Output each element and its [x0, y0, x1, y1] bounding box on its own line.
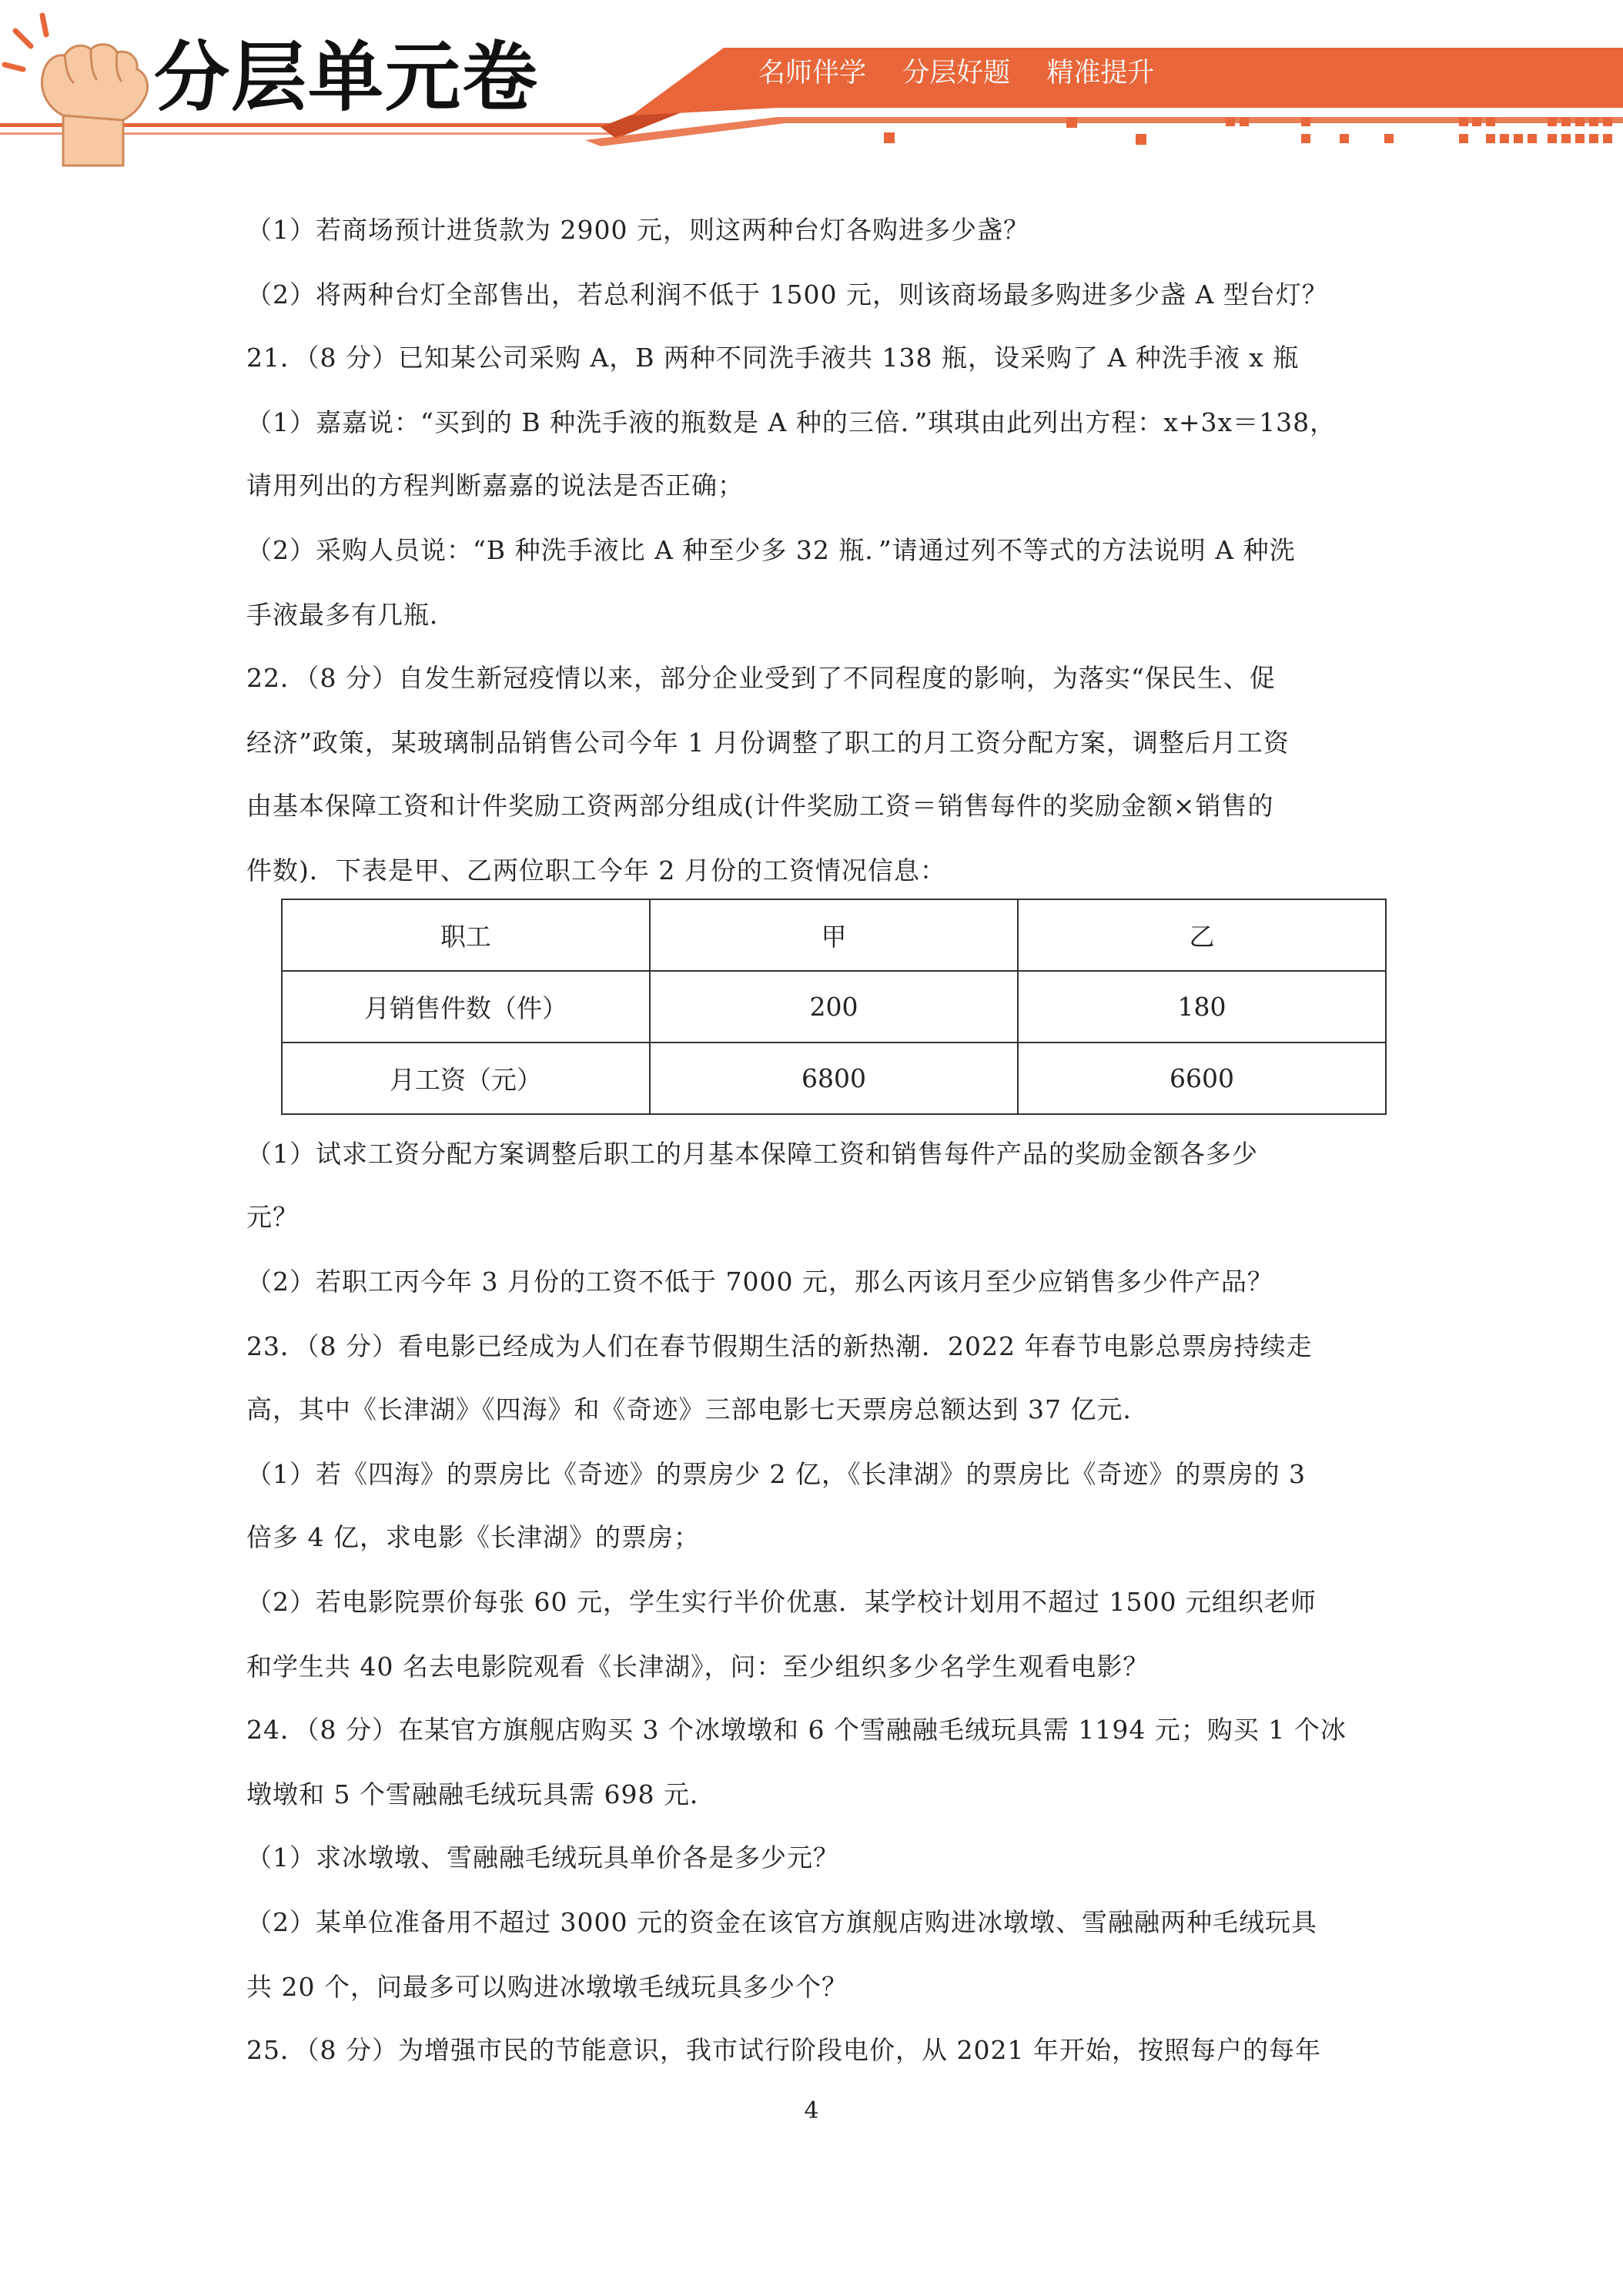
- fist-icon: [5, 15, 148, 166]
- text-line: 和学生共 40 名去电影院观看《长津湖》，问：至少组织多少名学生观看电影？: [246, 1652, 1149, 1682]
- slogan-item: 名师伴学: [758, 58, 867, 89]
- text-line: （2）采购人员说：“B 种洗手液比 A 种至少多 32 瓶．”请通过列不等式的方法说明 A 种洗: [246, 535, 1296, 565]
- text-line: （1）试求工资分配方案调整后职工的月基本保障工资和销售每件产品的奖励金额各多少: [246, 1139, 1258, 1169]
- question-24: 24．（8 分）在某官方旗舰店购买 3 个冰墩墩和 6 个雪融融毛绒玩具需 1194 元；购买 1 个冰: [246, 1715, 1347, 1745]
- text-line: （1）求冰墩墩、雪融融毛绒玩具单价各是多少元？: [246, 1842, 839, 1873]
- page-header: [0, 0, 1623, 177]
- text-line: （2）将两种台灯全部售出，若总利润不低于 1500 元，则该商场最多购进多少盏 A 型台灯？: [246, 279, 1328, 310]
- table-header-cell: 乙: [1018, 899, 1386, 971]
- brand-title: 分层单元卷: [154, 34, 540, 122]
- question-23: 23．（8 分）看电影已经成为人们在春节假期生活的新热潮．2022 年春节电影总票房持续走: [246, 1331, 1313, 1361]
- text-line: 请用列出的方程判断嘉嘉的说法是否正确；: [246, 470, 744, 500]
- question-25: 25．（8 分）为增强市民的节能意识，我市试行阶段电价，从 2021 年开始，按照每户的每年: [246, 2035, 1321, 2065]
- text-line: （1）若《四海》的票房比《奇迹》的票房少 2 亿，《长津湖》的票房比《奇迹》的票房的 3: [246, 1459, 1306, 1489]
- text-line: 手液最多有几瓶．: [246, 600, 456, 630]
- text-line: （1）若商场预计进货款为 2900 元，则这两种台灯各购进多少盏？: [246, 215, 1029, 245]
- header-slogan: [758, 60, 1182, 87]
- slogan-item: 分层好题: [902, 58, 1011, 89]
- text-line: 由基本保障工资和计件奖励工资两部分组成(计件奖励工资＝销售每件的奖励金额×销售的: [246, 791, 1274, 821]
- text-line: （1）嘉嘉说：“买到的 B 种洗手液的瓶数是 A 种的三倍．”琪琪由此列出方程：x+3x＝138，: [246, 407, 1337, 437]
- question-21: 21．（8 分）已知某公司采购 A，B 两种不同洗手液共 138 瓶，设采购了 A 种洗手液 x 瓶: [246, 343, 1300, 373]
- table-cell: 6600: [1018, 1043, 1386, 1114]
- table-header-cell: 职工: [282, 899, 650, 971]
- text-line: （2）某单位准备用不超过 3000 元的资金在该官方旗舰店购进冰墩墩、雪融融两种毛绒玩具: [246, 1907, 1317, 1937]
- salary-table: [281, 899, 1387, 1115]
- table-cell: 6800: [650, 1043, 1018, 1114]
- text-line: 元？: [246, 1202, 299, 1232]
- table-cell: 180: [1018, 971, 1386, 1043]
- table-cell: 月销售件数（件）: [282, 971, 650, 1043]
- table-cell: 200: [650, 971, 1018, 1043]
- slogan-item: 精准提升: [1046, 58, 1155, 89]
- text-line: （2）若职工丙今年 3 月份的工资不低于 7000 元，那么丙该月至少应销售多少件产品？: [246, 1267, 1273, 1297]
- table-row: [282, 1043, 1386, 1114]
- page-number: 4: [804, 2097, 819, 2124]
- text-line: 经济”政策，某玻璃制品销售公司今年 1 月份调整了职工的月工资分配方案，调整后月工资: [246, 728, 1290, 758]
- question-22: 22．（8 分）自发生新冠疫情以来，部分企业受到了不同程度的影响，为落实“保民生、促: [246, 663, 1276, 693]
- table-header-cell: 甲: [650, 899, 1018, 971]
- table-header-row: [282, 899, 1386, 971]
- table-cell: 月工资（元）: [282, 1043, 650, 1114]
- text-line: 高，其中《长津湖》《四海》和《奇迹》三部电影七天票房总额达到 37 亿元．: [246, 1394, 1149, 1424]
- text-line: 墩墩和 5 个雪融融毛绒玩具需 698 元．: [246, 1779, 716, 1809]
- table-row: [282, 971, 1386, 1043]
- text-line: 件数)．下表是甲、乙两位职工今年 2 月份的工资情况信息：: [246, 855, 946, 885]
- text-line: 共 20 个，问最多可以购进冰墩墩毛绒玩具多少个？: [246, 1972, 848, 2002]
- text-line: （2）若电影院票价每张 60 元，学生实行半价优惠．某学校计划用不超过 1500 元组织老师: [246, 1587, 1317, 1617]
- text-line: 倍多 4 亿，求电影《长津湖》的票房；: [246, 1522, 700, 1552]
